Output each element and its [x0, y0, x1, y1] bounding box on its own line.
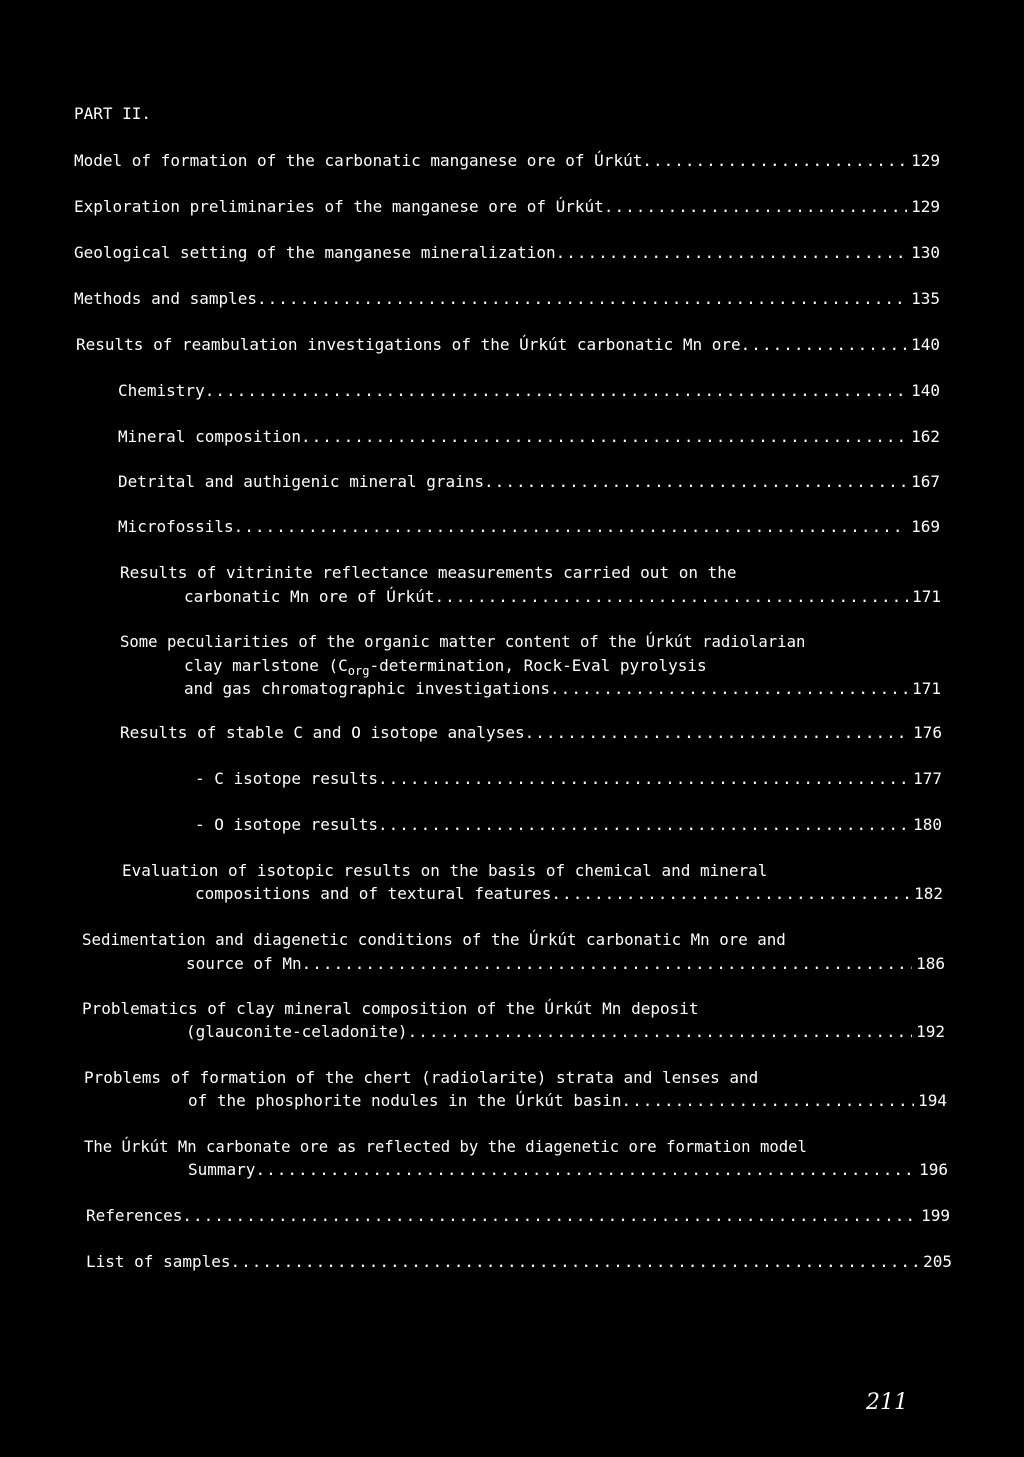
toc-entry-page: 186: [916, 954, 945, 973]
dot-leader: [550, 679, 908, 699]
toc-entry-page: 205: [923, 1252, 952, 1271]
toc-entry[interactable]: [74, 197, 940, 217]
toc-entry-title: Detrital and authigenic mineral grains: [118, 472, 485, 491]
toc-entry-second-line-start: clay marlstone (C: [184, 656, 348, 675]
toc-entry[interactable]: [118, 472, 940, 492]
part-heading: PART II.: [74, 104, 152, 123]
toc-entry-second-line: [184, 656, 707, 676]
toc-entry-title: compositions and of textural features: [195, 884, 552, 903]
toc-entry-title: - C isotope results: [195, 769, 379, 788]
dot-leader: [257, 289, 907, 309]
toc-entry[interactable]: [195, 815, 942, 835]
toc-entry-title: Exploration preliminaries of the manganese ore of Úrkút: [74, 197, 604, 216]
toc-entry[interactable]: [86, 1206, 950, 1226]
toc-entry[interactable]: [74, 151, 940, 171]
toc-entry[interactable]: [118, 381, 940, 401]
toc-entry-title: Summary: [188, 1160, 256, 1179]
toc-entry-title: source of Mn: [186, 954, 302, 973]
dot-leader: [378, 815, 909, 835]
toc-entry-title: Microfossils: [118, 517, 234, 536]
dot-leader: [551, 884, 910, 904]
toc-entry-page: 171: [912, 679, 941, 698]
toc-entry-page: 169: [911, 517, 940, 536]
dot-leader: [484, 472, 907, 492]
toc-entry-title: References: [86, 1206, 183, 1225]
toc-entry-title: Results of reambulation investigations of the Úrkút carbonatic Mn ore: [76, 335, 741, 354]
dot-leader: [234, 517, 908, 537]
toc-entry[interactable]: [118, 427, 940, 447]
toc-entry-page: 140: [911, 381, 940, 400]
toc-entry-page: 130: [911, 243, 940, 262]
dot-leader: [255, 1160, 915, 1180]
dot-leader: [182, 1206, 917, 1226]
toc-entry-first-line: Problems of formation of the chert (radiolarite) strata and lenses and: [84, 1068, 759, 1087]
dot-leader: [301, 427, 907, 447]
toc-entry[interactable]: [118, 517, 940, 537]
toc-entry[interactable]: [188, 1160, 948, 1180]
dot-leader: [231, 1252, 920, 1272]
toc-entry-first-line: Sedimentation and diagenetic conditions of the Úrkút carbonatic Mn ore and: [82, 930, 786, 949]
toc-entry-title: carbonatic Mn ore of Úrkút: [184, 587, 435, 606]
dot-leader: [378, 769, 909, 789]
toc-entry-first-line: Problematics of clay mineral composition of the Úrkút Mn deposit: [82, 999, 699, 1018]
toc-entry[interactable]: [86, 1252, 952, 1272]
toc-entry-page: 167: [911, 472, 940, 491]
dot-leader: [642, 151, 907, 171]
toc-entry-title: (glauconite-celadonite): [186, 1022, 408, 1041]
toc-entry[interactable]: [188, 1091, 947, 1111]
toc-entry-page: 182: [914, 884, 943, 903]
toc-entry-title: Chemistry: [118, 381, 205, 400]
dot-leader: [434, 587, 908, 607]
toc-entry-page: 194: [918, 1091, 947, 1110]
toc-entry[interactable]: [186, 1022, 945, 1042]
toc-entry-page: 129: [911, 197, 940, 216]
toc-entry-first-line: Some peculiarities of the organic matter content of the Úrkút radiolarian: [120, 633, 806, 651]
toc-entry-page: 171: [912, 587, 941, 606]
toc-entry[interactable]: [74, 289, 940, 309]
toc-entry-page: 129: [911, 151, 940, 170]
dot-leader: [556, 243, 907, 263]
toc-entry-page: 180: [913, 815, 942, 834]
toc-entry-page: 177: [913, 769, 942, 788]
toc-entry-first-line: Evaluation of isotopic results on the basis of chemical and mineral: [122, 861, 768, 880]
toc-entry-title: Mineral composition: [118, 427, 302, 446]
toc-entry-title: Methods and samples: [74, 289, 258, 308]
page-number: 211: [866, 1390, 908, 1415]
toc-entry-title: Results of stable C and O isotope analyses: [120, 723, 525, 742]
toc-entry-page: 196: [919, 1160, 948, 1179]
toc-entry[interactable]: [184, 587, 941, 607]
dot-leader: [525, 723, 910, 743]
toc-entry[interactable]: [120, 723, 942, 743]
toc-entry-first-line: Results of vitrinite reflectance measurements carried out on the: [120, 563, 737, 582]
toc-entry-title: Geological setting of the manganese mineralization: [74, 243, 556, 262]
toc-entry-title: and gas chromatographic investigations: [184, 679, 551, 698]
dot-leader: [205, 381, 907, 401]
toc-entry-page: 176: [913, 723, 942, 742]
toc-entry[interactable]: [76, 335, 940, 355]
toc-entry-page: 140: [911, 335, 940, 354]
toc-entry-title: - O isotope results: [195, 815, 379, 834]
toc-entry-first-line: The Úrkút Mn carbonate ore as reflected by the diagenetic ore formation model: [84, 1138, 807, 1156]
toc-entry-second-line-end: -determination, Rock-Eval pyrolysis: [369, 656, 707, 675]
dot-leader: [408, 1022, 913, 1042]
dot-leader: [302, 954, 913, 974]
toc-entry[interactable]: [186, 954, 945, 974]
toc-entry-title: Model of formation of the carbonatic manganese ore of Úrkút: [74, 151, 643, 170]
toc-entry-page: 192: [916, 1022, 945, 1041]
dot-leader: [604, 197, 907, 217]
toc-entry-page: 162: [911, 427, 940, 446]
subscript-org: org: [347, 664, 370, 678]
dot-leader: [621, 1091, 914, 1111]
dot-leader: [741, 335, 907, 355]
toc-entry-page: 135: [911, 289, 940, 308]
toc-entry[interactable]: [74, 243, 940, 263]
toc-entry-title: List of samples: [86, 1252, 231, 1271]
toc-entry[interactable]: [195, 884, 943, 904]
toc-entry[interactable]: [195, 769, 942, 789]
toc-entry[interactable]: [184, 679, 941, 699]
toc-entry-title: of the phosphorite nodules in the Úrkút basin: [188, 1091, 622, 1110]
toc-entry-page: 199: [921, 1206, 950, 1225]
